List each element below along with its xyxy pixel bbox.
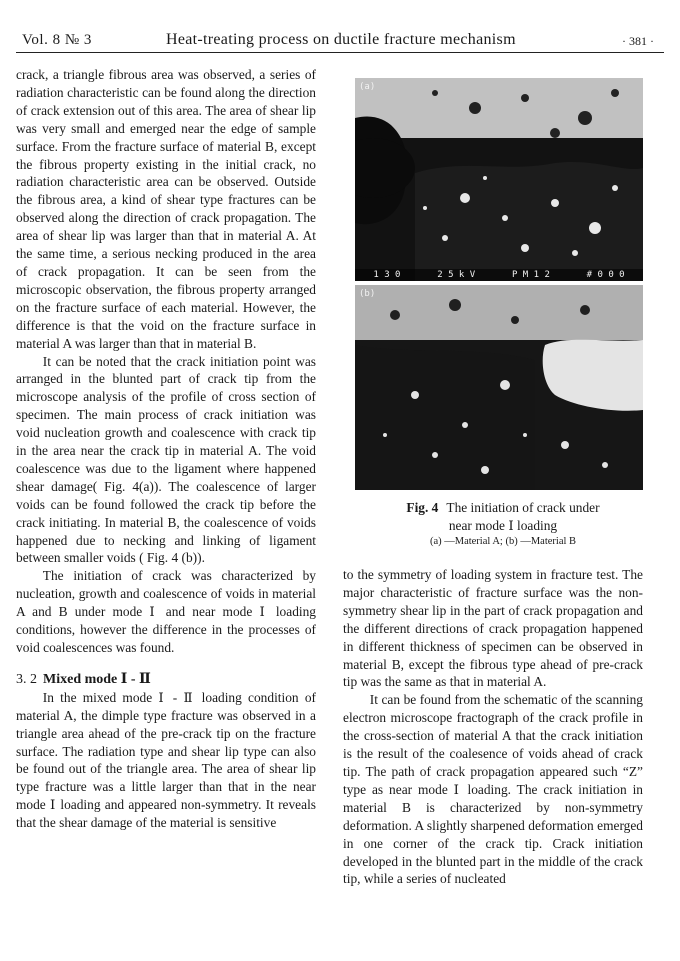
- figure-caption: [343, 500, 663, 547]
- section-title: Mixed mode Ⅰ - Ⅱ: [43, 671, 151, 687]
- section-heading: [16, 671, 316, 689]
- caption-label: Fig. 4: [406, 500, 439, 515]
- paragraph: In the mixed mode Ⅰ - Ⅱ loading condition of material A, the dimple type fracture was observed in a triangle area ahead of the pre-crack tip on the fracture surface. The radiation type and shear lip type can also be found out of the triangle area. The area of shear lip type fracture was a little larger than that in the near mode Ⅰ loading and appeared non-symmetry. It reveals that the shear damage of the material is sensitive: [16, 689, 316, 831]
- paragraph: It can be noted that the crack initiation point was arranged in the blunted part of crack tip from the microscope analysis of the profile of cross section of specimen. The main process of crack initiation was void nucleation growth and coalescence with crack tip in the area near the crack tip in material A. The void coalescence was due to the ligament where happened shear damage( Fig. 4(a)). The coalescence of larger voids can be found followed the crack tip before the crack initiating. In material B, the coalescence of voids happened due to necking and linking of ligament between smaller voids ( Fig. 4 (b)).: [16, 353, 316, 566]
- panel-label-a: (a): [359, 82, 376, 92]
- sem-micrograph-b: [355, 285, 643, 490]
- caption-text: The initiation of crack under: [446, 500, 600, 515]
- paragraph: It can be found from the schematic of the scanning electron microscope fractograph of the crack profile in the cross-section of material A that the crack initiation is the result of the coalesence of voids ahead of crack tip. The path of crack propagation appeared such “Z” type as near mode Ⅰ loading. The crack initiation in material B is characterized by non-symmetry deformation. A slightly sharpened deformation emerged in one corner of the crack tip. Crack initiation developed in the blunted part in the middle of the crack tip, while a series of nucleated: [343, 692, 643, 887]
- left-column: [16, 66, 316, 832]
- volume-number: Vol. 8 № 3: [22, 32, 92, 48]
- scalebar-text: 2 5 k V: [437, 270, 476, 280]
- paragraph: to the symmetry of loading system in fracture test. The major characteristic of fracture surface was the non-symmetry shear lip in the part of crack propagation and the different directions of crack propagation happened in different thickness of specimen can be observed in material B, except the fibrous type ahead of pre-crack tip was the same as that in material A.: [343, 567, 643, 690]
- page-number: · 381 ·: [622, 34, 654, 48]
- sem-micrograph-a: [355, 78, 643, 281]
- micrograph-b-image: [355, 285, 643, 490]
- caption-line: [343, 500, 663, 516]
- micrograph-a-image: [355, 78, 643, 281]
- scalebar-text: # 0 0 0: [586, 270, 625, 280]
- figure-4: [355, 78, 643, 490]
- running-header: [16, 30, 664, 53]
- paragraph: The initiation of crack was characterized by nucleation, growth and coalescence of voids in material A and B under mode Ⅰ and near mode Ⅰ loading conditions, however the difference in the processes of void coalescences was found.: [16, 568, 316, 655]
- scalebar-text: P M 1 2: [511, 270, 550, 280]
- caption-legend: (a) —Material A; (b) —Material B: [429, 536, 577, 547]
- caption-line: near mode Ⅰ loading: [448, 518, 558, 533]
- sem-scalebar: [355, 269, 643, 281]
- section-number: 3. 2: [16, 671, 37, 687]
- paragraph: crack, a triangle fibrous area was observed, a series of radiation characteristic can be found along the direction of crack extension out of this area. The area of shear lip was very small and emerged near the edge of sample surface. From the fracture surface of material B, except the fibrous property existing in the initial crack, no radiation characteristic area can be observed. Outside the fibrous area, a kind of shear type fractures can be observed along the direction of crack propagation. The area of shear lip was larger than that in material A. At the same time, a serious necking produced in the area of crack propagation. It can be seen from the microscopic observation, the fibrous property arranged on the fracture surface of each material. However, the difference is that the void on the fracture surface in material A was larger than that in material B.: [16, 67, 316, 351]
- scalebar-text: 1 3 0: [373, 270, 401, 280]
- panel-label-b: (b): [359, 289, 376, 299]
- running-title: Heat-treating process on ductile fracture mechanism: [166, 31, 516, 48]
- right-column: [343, 566, 643, 888]
